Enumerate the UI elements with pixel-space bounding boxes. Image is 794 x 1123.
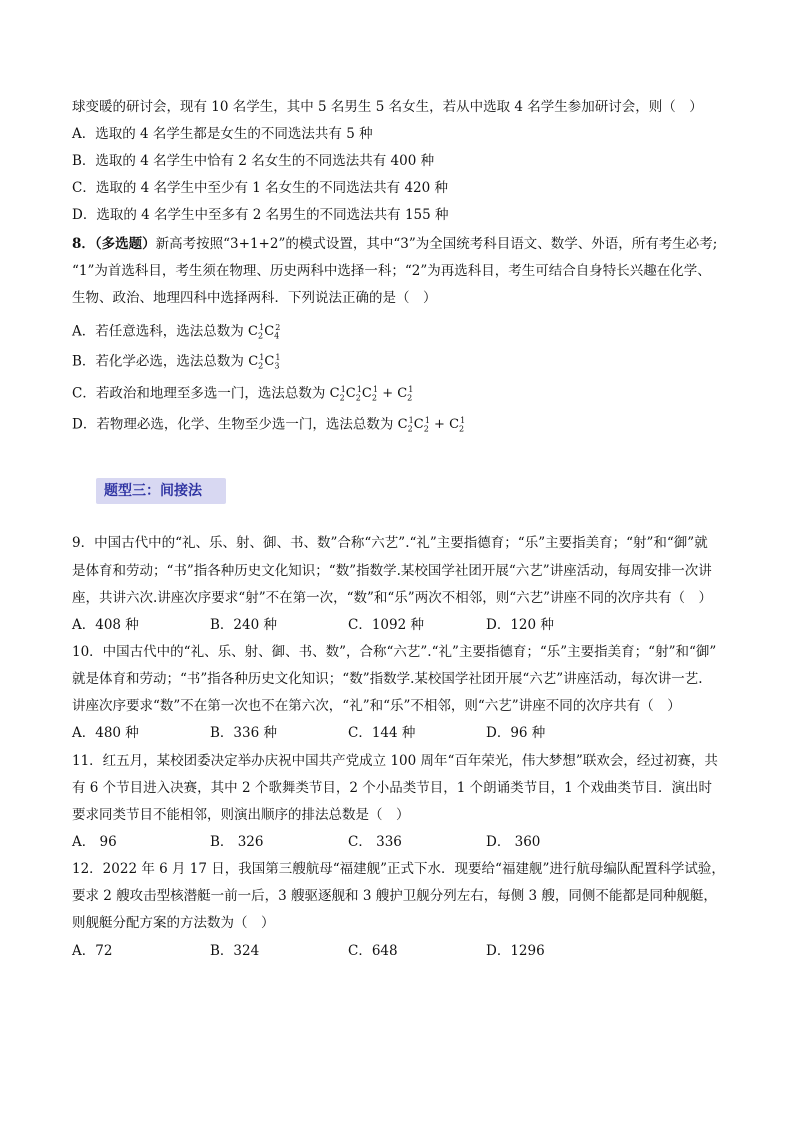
q8-option-c-text: C．若政治和地理至多选一门，选法总数为 bbox=[72, 385, 326, 402]
section-title: 题型三：间接法 bbox=[104, 483, 202, 499]
q11-stem-line-3: 要求同类节目不能相邻，则演出顺序的排法总数是（ ） bbox=[72, 807, 410, 823]
q10-stem-line-3: 讲座次序要求“数”不在第一次也不在第六次，“礼”和“乐”不相邻，则“六艺”讲座不同的次序共有（ ） bbox=[72, 698, 681, 714]
q7-option-b: B．选取的 4 名学生中恰有 2 名女生的不同选法共有 400 种 bbox=[72, 153, 435, 169]
q9-option-b: B．240 种 bbox=[210, 617, 277, 633]
q8-option-d-formula: $C_2^1C_2^1 + C_2^1$ bbox=[397, 416, 466, 434]
q12-option-c: C．648 bbox=[348, 943, 398, 959]
q8-number: 8． bbox=[72, 236, 95, 252]
q11-option-d: D． 360 bbox=[486, 834, 541, 850]
q12-option-a: A．72 bbox=[72, 943, 113, 959]
q9-stem-line-2: 是体育和劳动；“书”指各种历史文化知识；“数”指数学.某校国学社团开展“六艺”讲座活动，每周安排一次讲 bbox=[72, 563, 712, 579]
q8-tag: （多选题） bbox=[94, 236, 156, 252]
q10-stem-line-1: 10．中国古代中的“礼、乐、射、御、书、数”，合称“六艺”.“礼”主要指德育；“乐”主要指美育；“射”和“御” bbox=[72, 644, 717, 660]
q10-option-d: D．96 种 bbox=[486, 725, 546, 741]
q10-option-b: B．336 种 bbox=[210, 725, 277, 741]
q10-option-a: A．480 种 bbox=[72, 725, 139, 741]
q8-stem-line-3: 生物、政治、地理四科中选择两科．下列说法正确的是（ ） bbox=[72, 290, 437, 306]
q11-stem-line-2: 有 6 个节目进入决赛，其中 2 个歌舞类节目，2 个小品类节目，1 个朗诵类节目，1 个戏曲类节目．演出时 bbox=[72, 780, 712, 796]
q12-stem-line-1: 12．2022 年 6 月 17 日，我国第三艘航母“福建舰”正式下水．现要给“福建舰”进行航母编队配置科学试验， bbox=[72, 861, 725, 877]
q8-option-a-text: A．若任意选科，选法总数为 bbox=[72, 323, 244, 340]
q8-option-b-text: B．若化学必选，选法总数为 bbox=[72, 353, 244, 370]
q9-option-c: C．1092 种 bbox=[348, 617, 424, 633]
q7-option-d: D．选取的 4 名学生中至多有 2 名男生的不同选法共有 155 种 bbox=[72, 207, 449, 223]
q11-option-a: A． 96 bbox=[72, 834, 117, 850]
q9-option-a: A．408 种 bbox=[72, 617, 139, 633]
q7-stem: 球变暖的研讨会，现有 10 名学生，其中 5 名男生 5 名女生，若从中选取 4 名学生参加研讨会，则（ ） bbox=[72, 99, 703, 115]
q8-option-d bbox=[72, 411, 465, 440]
q8-option-a-formula: $C_2^1C_4^2$ bbox=[248, 323, 281, 341]
q12-stem-line-3: 则舰艇分配方案的方法数为（ ） bbox=[72, 915, 275, 931]
q11-option-b: B． 326 bbox=[210, 834, 264, 850]
q12-stem-line-2: 要求 2 艘攻击型核潜艇一前一后，3 艘驱逐舰和 3 艘护卫舰分列左右，每侧 3 艘，同侧不能都是同种舰艇， bbox=[72, 888, 717, 904]
q8-option-c-formula: $C_2^1C_2^1C_2^1 + C_2^1$ bbox=[329, 385, 414, 403]
q8-stem-line-2: “1”为首选科目，考生须在物理、历史两科中选择一科；“2”为再选科目，考生可结合自身特长兴趣在化学、 bbox=[72, 263, 711, 279]
q12-option-b: B．324 bbox=[210, 943, 260, 959]
q8-option-c bbox=[72, 380, 413, 409]
q11-option-c: C． 336 bbox=[348, 834, 402, 850]
q8-option-b bbox=[72, 348, 281, 377]
q12-option-d: D．1296 bbox=[486, 943, 545, 959]
q9-stem-line-1: 9．中国古代中的“礼、乐、射、御、书、数”合称“六艺”.“礼”主要指德育；“乐”主要指美育；“射”和“御”就 bbox=[72, 535, 708, 551]
q8-option-a bbox=[72, 318, 280, 347]
q8-stem-line-1 bbox=[72, 234, 717, 254]
q9-option-d: D．120 种 bbox=[486, 617, 554, 633]
q7-option-c: C．选取的 4 名学生中至少有 1 名女生的不同选法共有 420 种 bbox=[72, 180, 449, 196]
q8-option-b-formula: $C_2^1C_3^1$ bbox=[248, 353, 281, 371]
q10-option-c: C．144 种 bbox=[348, 725, 416, 741]
q10-stem-line-2: 就是体育和劳动；“书”指各种历史文化知识；“数”指数学.某校国学社团开展“六艺”讲座活动，每次讲一艺. bbox=[72, 671, 703, 687]
q11-stem-line-1: 11．红五月，某校团委决定举办庆祝中国共产党成立 100 周年“百年荣光，伟大梦想”联欢会，经过初赛，共 bbox=[72, 753, 718, 769]
q8-text: 新高考按照“3+1+2”的模式设置，其中“3”为全国统考科目语文、数学、外语，所有考生必考; bbox=[155, 236, 718, 252]
q9-stem-line-3: 座，共讲六次.讲座次序要求“射”不在第一次，“数”和“乐”两次不相邻，则“六艺”讲座不同的次序共有（ ） bbox=[72, 590, 713, 606]
q8-option-d-text: D．若物理必选，化学、生物至少选一门，选法总数为 bbox=[72, 416, 394, 433]
q7-option-a: A．选取的 4 名学生都是女生的不同选法共有 5 种 bbox=[72, 126, 373, 142]
